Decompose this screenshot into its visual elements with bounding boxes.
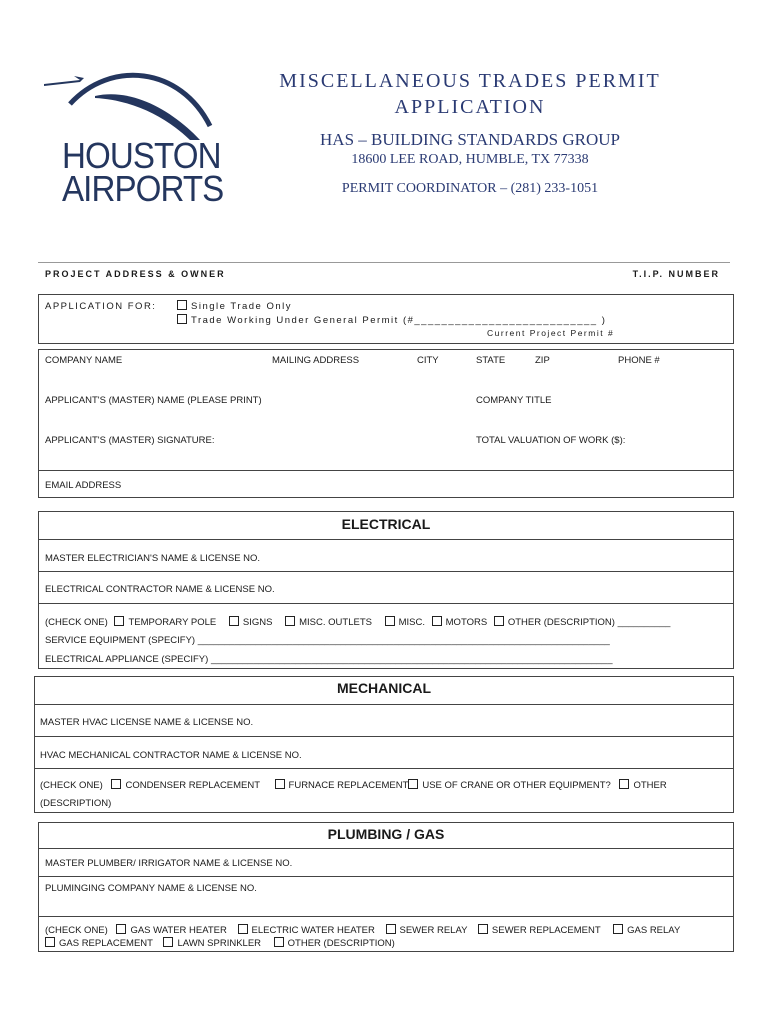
mechanical-section <box>34 676 734 813</box>
city-field[interactable]: CITY <box>417 355 439 366</box>
electrical-title: ELECTRICAL <box>341 516 431 532</box>
crane-checkbox[interactable] <box>408 779 418 789</box>
plumbing-title: PLUMBING / GAS <box>327 826 445 842</box>
gas-relay-checkbox[interactable] <box>613 924 623 934</box>
misc-checkbox[interactable] <box>385 616 395 626</box>
plumbing-company-field[interactable]: PLUMINGING COMPANY NAME & LICENSE NO. <box>45 883 257 894</box>
group-address: 18600 LEE ROAD, HUMBLE, TX 77338 <box>351 152 589 167</box>
other-checkbox[interactable] <box>494 616 504 626</box>
plumbing-check-row-2: GAS REPLACEMENT LAWN SPRINKLER OTHER (DESCRIPTION) <box>45 937 395 949</box>
company-name-field[interactable]: COMPANY NAME <box>45 355 123 366</box>
single-trade-option[interactable]: Single Trade Only <box>177 300 292 312</box>
divider <box>39 848 733 849</box>
divider <box>39 876 733 877</box>
group-name: HAS – BUILDING STANDARDS GROUP <box>320 130 620 149</box>
header-divider <box>38 262 730 263</box>
general-permit-checkbox[interactable] <box>177 314 187 324</box>
mechanical-check-row: (CHECK ONE) CONDENSER REPLACEMENT FURNACE REPLACEMENT USE OF CRANE OR OTHER EQUIPMENT? OTHER <box>40 780 667 791</box>
single-trade-checkbox[interactable] <box>177 300 187 310</box>
coordinator-phone: PERMIT COORDINATOR – (281) 233-1051 <box>341 181 599 196</box>
logo-airports-text: AIRPORTS <box>62 168 224 209</box>
master-electrician-field[interactable]: MASTER ELECTRICIAN'S NAME & LICENSE NO. <box>45 553 261 564</box>
plumbing-section <box>38 822 734 952</box>
divider <box>39 603 733 604</box>
state-field[interactable]: STATE <box>476 355 506 366</box>
project-address-label: PROJECT ADDRESS & OWNER <box>45 269 226 279</box>
total-valuation-field[interactable]: TOTAL VALUATION OF WORK ($): <box>476 435 626 446</box>
electrical-section <box>38 511 734 669</box>
electrical-contractor-field[interactable]: ELECTRICAL CONTRACTOR NAME & LICENSE NO. <box>45 584 275 595</box>
plumbing-check-row-1: (CHECK ONE) GAS WATER HEATER ELECTRIC WATER HEATER SEWER RELAY SEWER REPLACEMENT GAS RELAY <box>45 925 681 936</box>
divider <box>35 704 733 705</box>
company-info-box <box>38 349 734 498</box>
service-equipment-field[interactable]: SERVICE EQUIPMENT (SPECIFY) ______________________________________________________________________________ <box>45 635 610 646</box>
tip-number-label: T.I.P. NUMBER <box>632 269 720 279</box>
motors-checkbox[interactable] <box>432 616 442 626</box>
mailing-address-field[interactable]: MAILING ADDRESS <box>272 355 360 366</box>
gas-replacement-checkbox[interactable] <box>45 937 55 947</box>
master-hvac-field[interactable]: MASTER HVAC LICENSE NAME & LICENSE NO. <box>40 717 254 728</box>
zip-field[interactable]: ZIP <box>535 355 550 366</box>
divider <box>35 736 733 737</box>
gas-water-heater-checkbox[interactable] <box>116 924 126 934</box>
form-title: MISCELLANEOUS TRADES PERMIT APPLICATION <box>279 70 661 118</box>
misc-outlets-checkbox[interactable] <box>285 616 295 626</box>
houston-airports-logo <box>40 68 240 208</box>
application-for-label: APPLICATION FOR: <box>45 301 157 312</box>
hvac-contractor-field[interactable]: HVAC MECHANICAL CONTRACTOR NAME & LICENSE NO. <box>40 750 302 761</box>
electric-water-heater-checkbox[interactable] <box>238 924 248 934</box>
mechanical-title: MECHANICAL <box>336 680 432 696</box>
company-title-field[interactable]: COMPANY TITLE <box>476 395 552 406</box>
application-for-box <box>38 294 734 344</box>
phone-field[interactable]: PHONE # <box>618 355 660 366</box>
current-permit-sublabel: Current Project Permit # <box>487 328 615 338</box>
electrical-appliance-field[interactable]: ELECTRICAL APPLIANCE (SPECIFY) ____________________________________________________________________________ <box>45 654 613 665</box>
sewer-replacement-checkbox[interactable] <box>478 924 488 934</box>
logo-houston-text: HOUSTON <box>62 135 221 176</box>
email-address-field[interactable]: EMAIL ADDRESS <box>45 480 122 491</box>
master-plumber-field[interactable]: MASTER PLUMBER/ IRRIGATOR NAME & LICENSE NO. <box>45 858 293 869</box>
condenser-checkbox[interactable] <box>111 779 121 789</box>
electrical-check-row: (CHECK ONE) TEMPORARY POLE SIGNS MISC. OUTLETS MISC. MOTORS OTHER (DESCRIPTION) __________ <box>45 617 671 628</box>
lawn-sprinkler-checkbox[interactable] <box>163 937 173 947</box>
plumbing-other-checkbox[interactable] <box>274 937 284 947</box>
temp-pole-checkbox[interactable] <box>114 616 124 626</box>
divider <box>39 470 733 471</box>
general-permit-option[interactable]: Trade Working Under General Permit (#___________________________ ) <box>177 314 606 326</box>
signs-checkbox[interactable] <box>229 616 239 626</box>
mechanical-description-field[interactable]: (DESCRIPTION) <box>40 798 112 809</box>
divider <box>39 571 733 572</box>
divider <box>35 768 733 769</box>
sewer-relay-checkbox[interactable] <box>386 924 396 934</box>
mech-other-checkbox[interactable] <box>619 779 629 789</box>
divider <box>39 539 733 540</box>
furnace-checkbox[interactable] <box>275 779 285 789</box>
applicant-signature-field[interactable]: APPLICANT'S (MASTER) SIGNATURE: <box>45 435 215 446</box>
applicant-name-field[interactable]: APPLICANT'S (MASTER) NAME (PLEASE PRINT) <box>45 395 262 406</box>
divider <box>39 916 733 917</box>
